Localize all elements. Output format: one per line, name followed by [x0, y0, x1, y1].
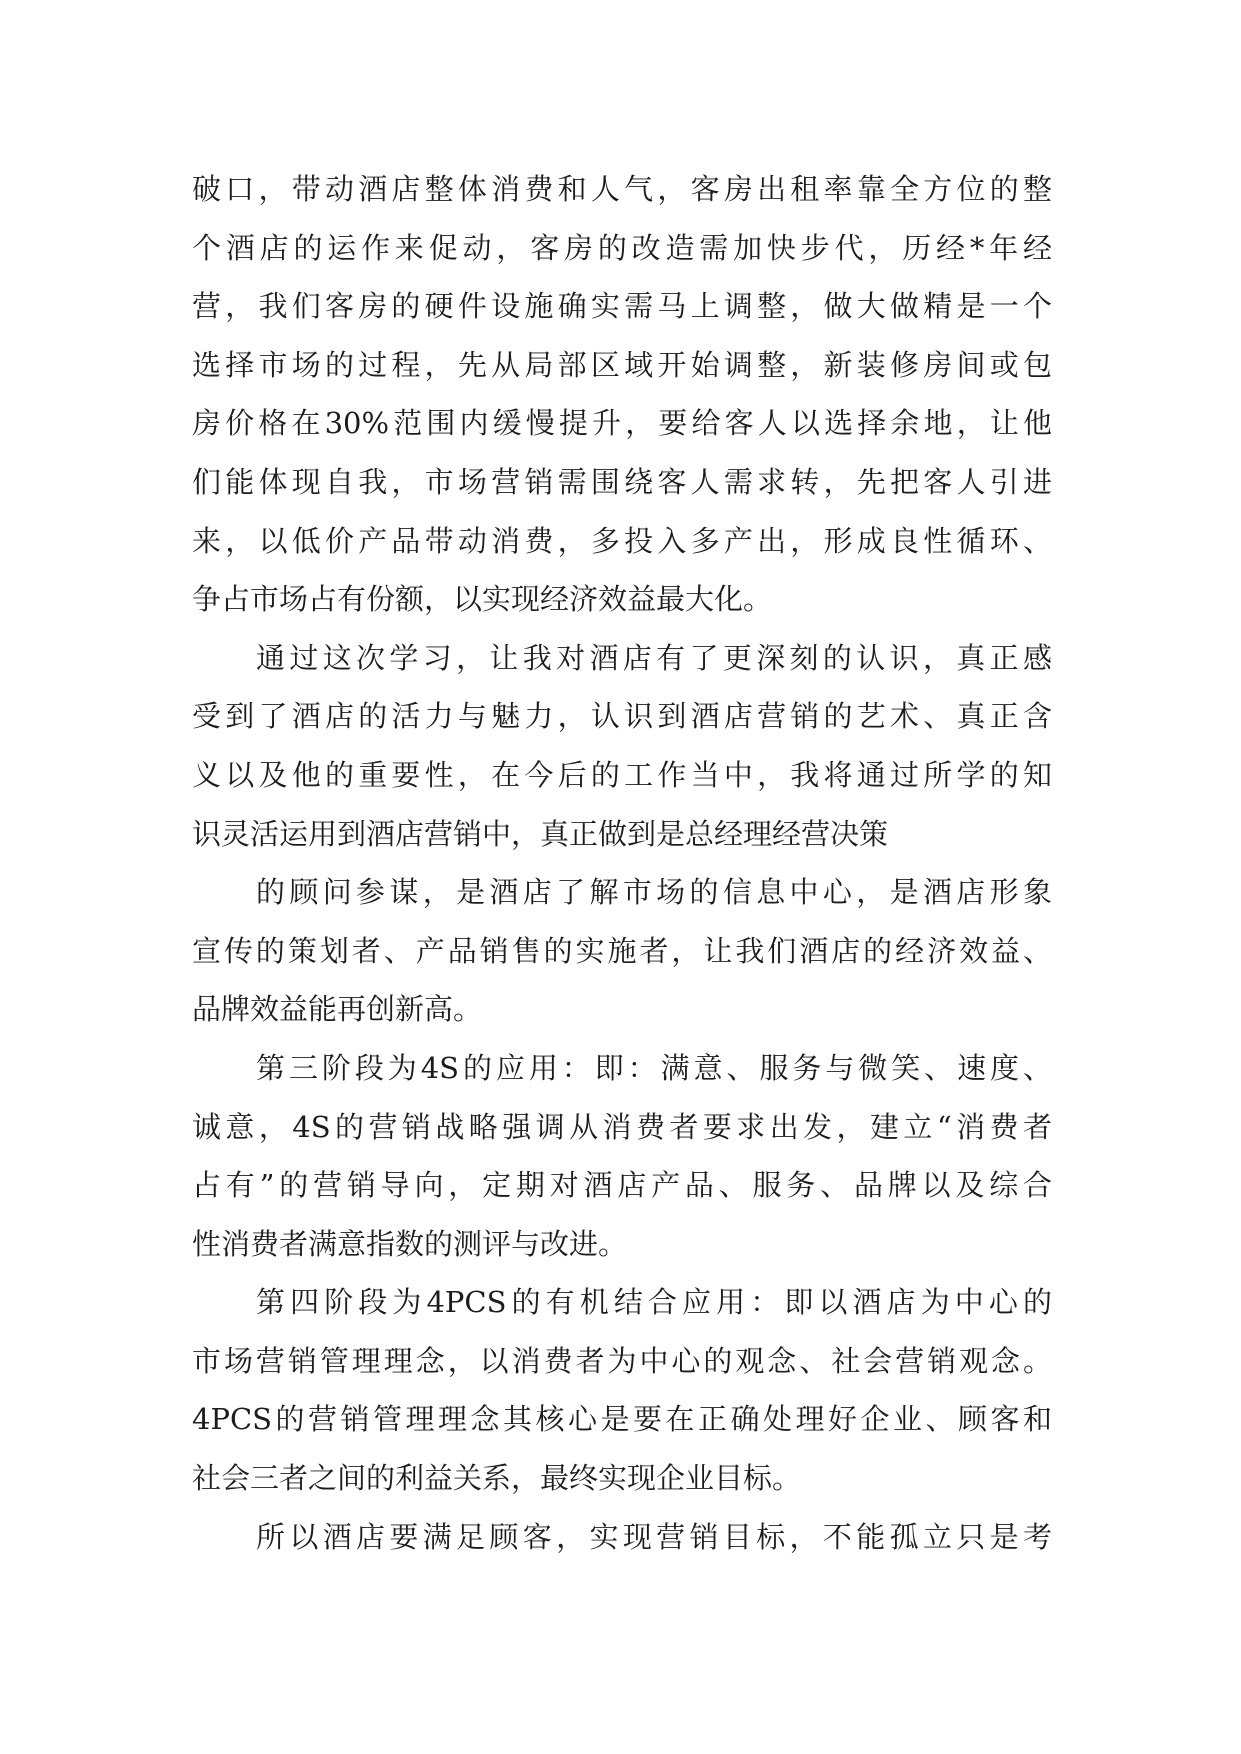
document-body — [192, 160, 1052, 1566]
text-line: 社会三者之间的利益关系，最终实现企业目标。 — [192, 1461, 802, 1496]
text-line: 受到了酒店的活力与魅力，认识到酒店营销的艺术、真正含 — [192, 699, 1052, 734]
paragraph-continuation — [192, 160, 1052, 629]
text-line: 第三阶段为4S的应用：即：满意、服务与微笑、速度、 — [256, 1050, 1052, 1085]
text-line: 房价格在30%范围内缓慢提升，要给客人以选择余地，让他 — [192, 406, 1052, 441]
paragraph-advisor — [192, 863, 1052, 1039]
text-line: 占有”的营销导向，定期对酒店产品、服务、品牌以及综合 — [192, 1168, 1052, 1203]
text-line: 选择市场的过程，先从局部区域开始调整，新装修房间或包 — [192, 347, 1052, 382]
text-line: 市场营销管理理念，以消费者为中心的观念、社会营销观念。 — [192, 1343, 1052, 1378]
paragraph-stage-four — [192, 1273, 1052, 1507]
paragraph-stage-three — [192, 1039, 1052, 1273]
text-line: 宣传的策划者、产品销售的实施者，让我们酒店的经济效益、 — [192, 933, 1052, 968]
text-line: 第四阶段为4PCS的有机结合应用：即以酒店为中心的 — [256, 1285, 1052, 1320]
text-line: 来，以低价产品带动消费，多投入多产出，形成良性循环、 — [192, 523, 1052, 558]
text-line: 们能体现自我，市场营销需围绕客人需求转，先把客人引进 — [192, 464, 1052, 499]
text-line: 通过这次学习，让我对酒店有了更深刻的认识，真正感 — [256, 640, 1052, 675]
paragraph-conclusion — [192, 1508, 1052, 1567]
text-line: 4PCS的营销管理理念其核心是要在正确处理好企业、顾客和 — [192, 1402, 1052, 1437]
paragraph-learning — [192, 629, 1052, 863]
text-line: 所以酒店要满足顾客，实现营销目标，不能孤立只是考 — [256, 1519, 1052, 1554]
text-line: 义以及他的重要性，在今后的工作当中，我将通过所学的知 — [192, 757, 1052, 792]
text-line: 争占市场占有份额，以实现经济效益最大化。 — [192, 582, 773, 617]
text-line: 个酒店的运作来促动，客房的改造需加快步代，历经*年经 — [192, 230, 1052, 265]
text-line: 性消费者满意指数的测评与改进。 — [192, 1226, 628, 1261]
text-line: 识灵活运用到酒店营销中，真正做到是总经理经营决策 — [192, 816, 889, 851]
text-line: 的顾问参谋，是酒店了解市场的信息中心，是酒店形象 — [256, 875, 1052, 910]
text-line: 破口，带动酒店整体消费和人气，客房出租率靠全方位的整 — [192, 172, 1052, 206]
text-line: 品牌效益能再创新高。 — [192, 992, 483, 1027]
text-line: 诚意，4S的营销战略强调从消费者要求出发，建立“消费者 — [192, 1109, 1052, 1144]
text-line: 营，我们客房的硬件设施确实需马上调整，做大做精是一个 — [192, 289, 1052, 324]
